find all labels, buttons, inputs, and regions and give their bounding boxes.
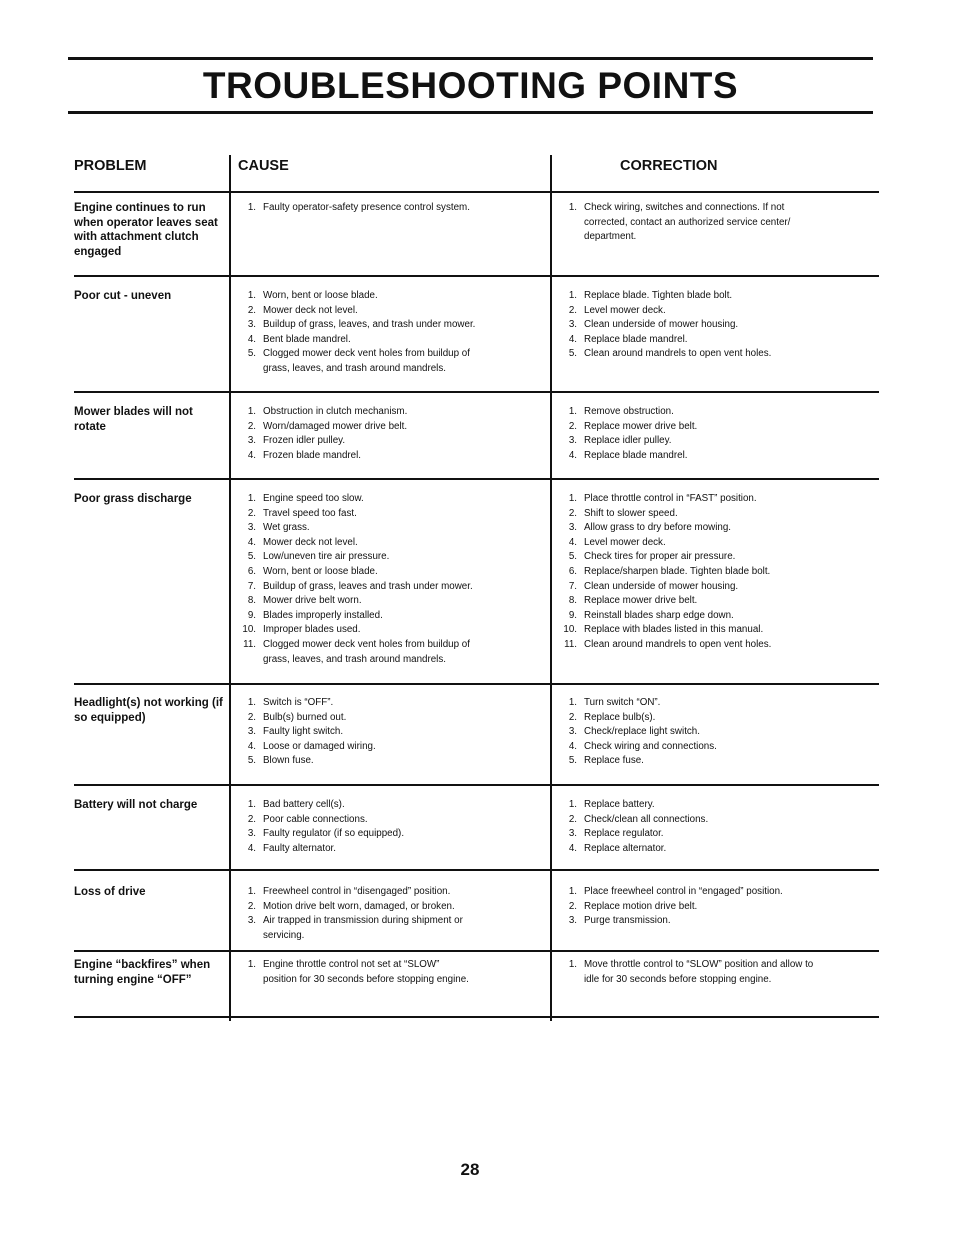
correction-list [557,289,857,362]
list-item: 5. Replace fuse. [568,755,644,767]
header-problem: PROBLEM [74,158,147,174]
list-item: 3. Wet grass. [247,522,310,534]
list-item: 2. Replace bulb(s). [568,711,656,723]
list-item: 4. Bent blade mandrel. [247,333,351,345]
correction-list [557,696,857,769]
list-item: 5. Clean around mandrels to open vent holes. [568,348,772,360]
list-item: 3. Purge transmission. [568,915,671,927]
list-item: 5. Check tires for proper air pressure. [568,551,736,563]
list-item: 10. Replace with blades listed in this manual. [563,624,764,636]
problem-text: Poor grass discharge [74,493,192,505]
list-item: 7. Clean underside of mower housing. [568,580,739,592]
list-item: 7. Buildup of grass, leaves and trash under mower. [247,580,473,592]
list-item: 9. Reinstall blades sharp edge down. [568,609,734,621]
header-cause: CAUSE [238,158,289,174]
header-correction: CORRECTION [620,158,718,174]
cause-list [236,405,536,463]
list-item: 6. Replace/sharpen blade. Tighten blade bolt. [568,565,771,577]
correction-list [557,405,857,463]
list-item: 2. Bulb(s) burned out. [247,711,347,723]
list-item: 4. Frozen blade mandrel. [247,449,362,461]
list-item: 1. Move throttle control to “SLOW” position and allow to idle for 30 seconds before stopping engine. [568,959,814,985]
list-item: 3. Buildup of grass, leaves, and trash under mower. [247,319,476,331]
list-item: 2. Mower deck not level. [247,304,358,316]
list-item: 6. Worn, bent or loose blade. [247,565,378,577]
cause-list [236,885,536,943]
list-item: 3. Frozen idler pulley. [247,435,346,447]
cause-list [236,958,536,987]
list-item: 4. Mower deck not level. [247,536,358,548]
list-item: 1. Replace battery. [568,799,655,810]
list-item: 4. Replace blade mandrel. [568,449,688,461]
list-item: 4. Check wiring and connections. [568,740,717,752]
list-item: 4. Faulty alternator. [247,842,336,854]
list-item: 3. Air trapped in transmission during shipment or servicing. [247,915,463,941]
row-divider [74,950,879,952]
problem-text: Loss of drive [74,886,146,898]
list-item: 1. Faulty operator-safety presence control system. [247,202,470,213]
list-item: 3. Replace regulator. [568,828,664,840]
title-rule-bottom [68,111,873,114]
correction-list [557,492,857,653]
list-item: 5. Clogged mower deck vent holes from buildup of grass, leaves, and trash around mandrels. [247,348,470,374]
row-divider [74,275,879,277]
row-divider [74,1016,879,1018]
list-item: 5. Blown fuse. [247,755,314,767]
list-item: 1. Turn switch “ON”. [568,697,661,708]
problem-text: Headlight(s) not working (if so equipped) [74,697,223,724]
cause-list [236,201,536,216]
correction-list [557,798,857,856]
list-item: 3. Replace idler pulley. [568,435,672,447]
column-divider-correction [550,155,552,1021]
problem-text: Poor cut - uneven [74,290,172,302]
list-item: 4. Replace blade mandrel. [568,333,688,345]
list-item: 2. Travel speed too fast. [247,507,357,519]
list-item: 1. Bad battery cell(s). [247,799,345,810]
row-divider [74,391,879,393]
list-item: 8. Replace mower drive belt. [568,595,698,607]
problem-text: Engine continues to run when operator leaves seat with attachment clutch engaged [74,202,218,258]
list-item: 5. Low/uneven tire air pressure. [247,551,390,563]
row-divider [74,478,879,480]
list-item: 1. Freewheel control in “disengaged” position. [247,886,451,897]
cause-list [236,798,536,856]
list-item: 1. Obstruction in clutch mechanism. [247,406,408,417]
problem-text: Mower blades will not rotate [74,406,193,433]
list-item: 3. Check/replace light switch. [568,726,700,738]
row-divider [74,784,879,786]
list-item: 10. Improper blades used. [242,624,361,636]
cause-list [236,492,536,667]
row-divider [74,191,879,193]
list-item: 4. Replace alternator. [568,842,667,854]
list-item: 2. Shift to slower speed. [568,507,678,519]
list-item: 1. Engine throttle control not set at “SLOW” position for 30 seconds before stopping engine. [247,959,469,985]
row-divider [74,683,879,685]
list-item: 2. Worn/damaged mower drive belt. [247,420,408,432]
list-item: 2. Replace mower drive belt. [568,420,698,432]
list-item: 2. Level mower deck. [568,304,666,316]
list-item: 3. Faulty light switch. [247,726,344,738]
list-item: 1. Replace blade. Tighten blade bolt. [568,290,733,301]
list-item: 11. Clean around mandrels to open vent holes. [564,638,772,650]
list-item: 8. Mower drive belt worn. [247,595,362,607]
list-item: 4. Level mower deck. [568,536,666,548]
list-item: 1. Engine speed too slow. [247,493,364,504]
list-item: 3. Clean underside of mower housing. [568,319,739,331]
row-divider [74,869,879,871]
list-item: 3. Allow grass to dry before mowing. [568,522,732,534]
list-item: 3. Faulty regulator (if so equipped). [247,828,405,840]
problem-text: Engine “backfires” when turning engine “OFF” [74,959,211,986]
list-item: 2. Replace motion drive belt. [568,900,698,912]
list-item: 4. Loose or damaged wiring. [247,740,376,752]
page-title: TROUBLESHOOTING POINTS [202,65,739,106]
list-item: 1. Place freewheel control in “engaged” position. [568,886,783,897]
cause-list [236,289,536,377]
problem-text: Battery will not charge [74,799,198,811]
list-item: 9. Blades improperly installed. [247,609,383,621]
page-number: 28 [460,1160,480,1179]
correction-list [557,885,857,929]
list-item: 1. Place throttle control in “FAST” position. [568,493,757,504]
correction-list [557,201,857,245]
title-rule-top [68,57,873,60]
list-item: 1. Worn, bent or loose blade. [247,290,378,301]
correction-list [557,958,857,987]
list-item: 1. Switch is “OFF”. [247,697,334,708]
list-item: 2. Motion drive belt worn, damaged, or broken. [247,900,455,912]
list-item: 1. Remove obstruction. [568,406,674,417]
list-item: 11. Clogged mower deck vent holes from buildup of grass, leaves, and trash around mandrels. [243,638,470,665]
list-item: 1. Check wiring, switches and connections. If not corrected, contact an authorized service center/ department. [568,202,791,243]
cause-list [236,696,536,769]
list-item: 2. Check/clean all connections. [568,813,709,825]
list-item: 2. Poor cable connections. [247,813,368,825]
